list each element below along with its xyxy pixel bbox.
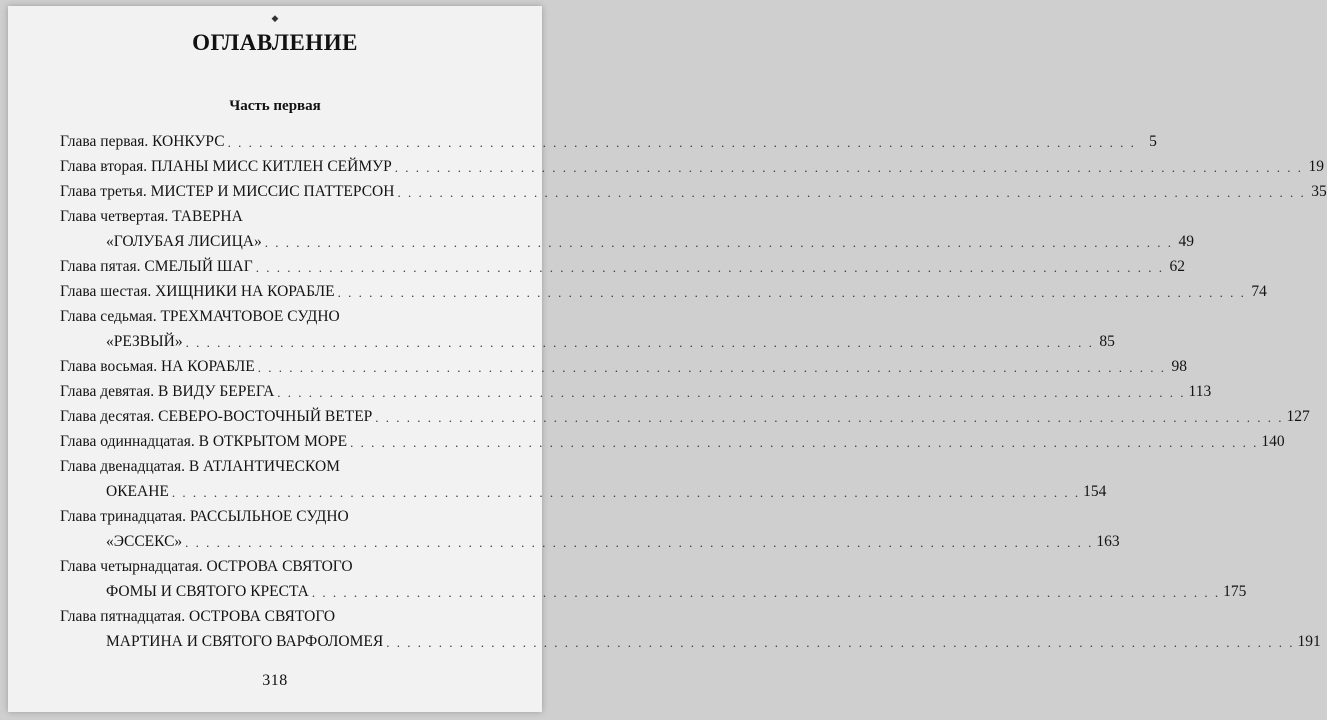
toc-entry-title: Глава четвертая. ТАВЕРНА [60,208,243,225]
dot-leader [265,235,1173,251]
toc-row [60,626,1321,651]
dot-leader [228,135,1136,151]
toc-page-number: 85 [1099,333,1115,350]
toc-page-number: 98 [1171,358,1188,375]
toc-row [60,276,1267,301]
dot-leader [395,160,1303,176]
toc-row [60,201,514,226]
toc-entry-title: Глава тринадцатая. РАССЫЛЬНОЕ СУДНО [60,508,349,525]
page-number: 318 [262,672,288,689]
book-page [8,6,1327,712]
dot-leader [386,635,1294,651]
toc-entry-title: Глава десятая. СЕВЕРО-ВОСТОЧНЫЙ ВЕТЕР [60,408,373,425]
toc-row [60,176,1327,201]
dot-leader [256,260,1164,276]
dot-leader [186,335,1094,351]
toc-row [60,526,1120,551]
toc-row [60,451,514,476]
toc-entry-title: Глава двенадцатая. В АТЛАНТИЧЕСКОМ [60,458,340,475]
part-heading: Часть первая [229,98,321,114]
dot-leader [312,585,1220,601]
toc-entry-title: Глава третья. МИСТЕР И МИССИС ПАТТЕРСОН [60,183,395,200]
dot-leader [350,435,1258,451]
dot-leader [375,410,1283,426]
toc-row [60,501,514,526]
toc-page-number: 140 [1261,433,1285,450]
page-title: ОГЛАВЛЕНИЕ [192,30,358,55]
toc-page-number: 127 [1286,408,1310,425]
toc-entry-title: Глава пятнадцатая. ОСТРОВА СВЯТОГО [60,608,336,625]
toc-row [60,401,1310,426]
dot-leader [172,485,1080,501]
toc-entry-title: Глава пятая. СМЕЛЫЙ ШАГ [60,258,253,275]
toc-page-number: 113 [1188,383,1212,400]
toc-row [60,351,1188,376]
toc-row [60,476,1107,501]
toc-entry-title: Глава четырнадцатая. ОСТРОВА СВЯТОГО [60,558,353,575]
toc-row [60,226,1194,251]
toc-row [60,376,1212,401]
toc-entry-title: МАРТИНА И СВЯТОГО ВАРФОЛОМЕЯ [106,633,384,650]
toc-row [60,326,1115,351]
toc-page-number: 154 [1083,483,1107,500]
toc-row [60,301,514,326]
dot-leader [338,285,1246,301]
dot-leader [258,360,1166,376]
toc-entry-title: «ГОЛУБАЯ ЛИСИЦА» [106,233,262,250]
toc-row [60,251,1185,276]
toc-page-number: 49 [1178,233,1194,250]
toc-entry-title: Глава первая. КОНКУРС [60,133,225,150]
toc-row [60,151,1324,176]
dot-leader [277,385,1185,401]
toc-entry-title: Глава одиннадцатая. В ОТКРЫТОМ МОРЕ [60,433,348,450]
toc-page-number: 62 [1169,258,1185,275]
toc-page-number: 191 [1297,633,1321,650]
toc-page-number: 5 [1149,133,1157,150]
toc-entry-title: Глава шестая. ХИЩНИКИ НА КОРАБЛЕ [60,283,335,300]
toc-row [60,576,1247,601]
ornament-icon: ◆ [271,13,279,23]
dot-leader [397,185,1305,201]
toc-entry-title: «РЕЗВЫЙ» [106,333,183,350]
table-of-contents [60,126,1327,651]
toc-entry-title: Глава седьмая. ТРЕХМАЧТОВОЕ СУДНО [60,308,340,325]
toc-page-number: 35 [1311,183,1327,200]
toc-page-number: 163 [1096,533,1120,550]
toc-page-number: 19 [1308,158,1324,175]
toc-entry-title: ФОМЫ И СВЯТОГО КРЕСТА [106,583,309,600]
toc-entry-title: Глава восьмая. НА КОРАБЛЕ [60,358,255,375]
toc-row [60,551,514,576]
toc-row [60,601,514,626]
toc-entry-title: ОКЕАНЕ [106,483,169,500]
toc-entry-title: Глава вторая. ПЛАНЫ МИСС КИТЛЕН СЕЙМУР [60,158,392,175]
toc-entry-title: «ЭССЕКС» [106,533,183,550]
toc-row [60,126,1157,151]
toc-entry-title: Глава девятая. В ВИДУ БЕРЕГА [60,383,275,400]
dot-leader [185,535,1093,551]
toc-row [60,426,1285,451]
toc-page-number: 175 [1223,583,1247,600]
toc-page-number: 74 [1251,283,1267,300]
